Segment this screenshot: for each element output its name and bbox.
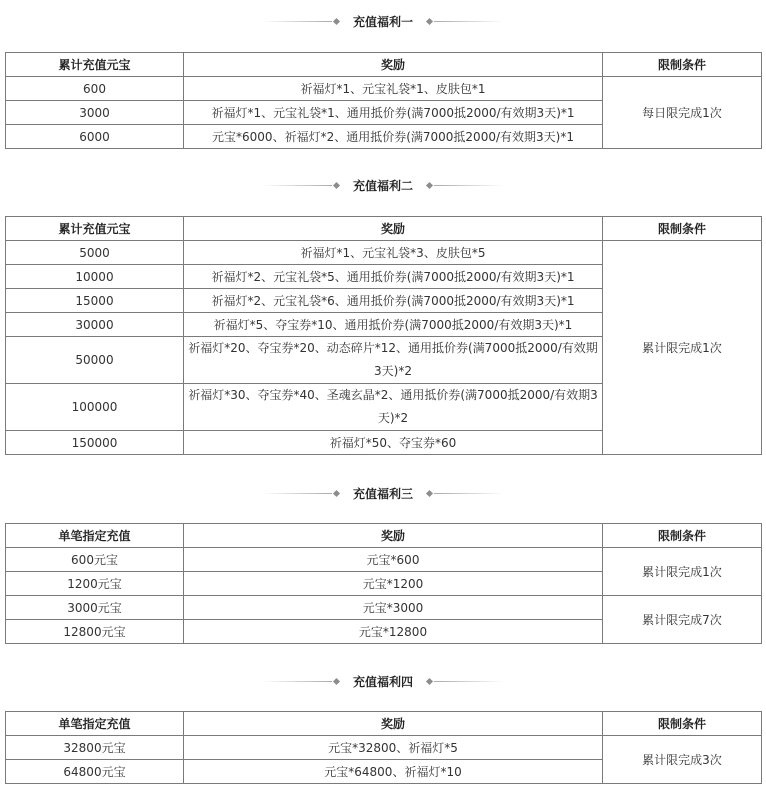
title-decoration-left	[262, 19, 341, 24]
condition-cell: 累计限完成7次	[603, 596, 762, 644]
amount-cell: 1200元宝	[6, 572, 184, 596]
reward-cell: 祈福灯*1、元宝礼袋*1、皮肤包*1	[184, 77, 603, 101]
amount-cell: 10000	[6, 265, 184, 289]
section-title-text: 充值福利一	[352, 14, 413, 29]
reward-cell: 元宝*64800、祈福灯*10	[184, 760, 603, 784]
reward-cell: 祈福灯*20、夺宝券*20、动态碎片*12、通用抵价券(满7000抵2000/有效期3天)*2	[184, 337, 603, 384]
reward-cell: 祈福灯*2、元宝礼袋*6、通用抵价券(满7000抵2000/有效期3天)*1	[184, 289, 603, 313]
reward-cell: 祈福灯*30、夺宝券*40、圣魂玄晶*2、通用抵价券(满7000抵2000/有效期3天)*2	[184, 384, 603, 431]
amount-cell: 50000	[6, 337, 184, 384]
amount-cell: 6000	[6, 125, 184, 149]
title-decoration-left	[262, 183, 341, 188]
section-title-1	[0, 11, 766, 31]
amount-cell: 600元宝	[6, 548, 184, 572]
reward-cell: 祈福灯*5、夺宝券*10、通用抵价券(满7000抵2000/有效期3天)*1	[184, 313, 603, 337]
title-decoration-right	[425, 183, 504, 188]
section-title-2	[0, 175, 766, 195]
table-header-row	[6, 53, 762, 77]
reward-cell: 元宝*1200	[184, 572, 603, 596]
title-decoration-right	[425, 491, 504, 496]
title-decoration-left	[262, 679, 341, 684]
amount-cell: 150000	[6, 431, 184, 455]
amount-cell: 600	[6, 77, 184, 101]
title-decoration-left	[262, 491, 341, 496]
header-amount: 累计充值元宝	[6, 53, 184, 77]
condition-cell: 累计限完成1次	[603, 548, 762, 596]
amount-cell: 32800元宝	[6, 736, 184, 760]
diamond-icon	[333, 17, 340, 24]
table-row	[6, 241, 762, 265]
amount-cell: 12800元宝	[6, 620, 184, 644]
reward-table-1	[5, 52, 762, 149]
header-amount: 累计充值元宝	[6, 217, 184, 241]
diamond-icon	[426, 17, 433, 24]
table-header-row	[6, 712, 762, 736]
header-reward: 奖励	[184, 217, 603, 241]
reward-cell: 元宝*3000	[184, 596, 603, 620]
amount-cell: 15000	[6, 289, 184, 313]
reward-cell: 元宝*600	[184, 548, 603, 572]
reward-cell: 元宝*32800、祈福灯*5	[184, 736, 603, 760]
diamond-icon	[333, 677, 340, 684]
header-reward: 奖励	[184, 712, 603, 736]
table-row	[6, 596, 762, 620]
section-title-text: 充值福利二	[352, 178, 413, 193]
section-title-text: 充值福利三	[352, 486, 413, 501]
condition-cell: 累计限完成1次	[603, 241, 762, 455]
header-condition: 限制条件	[603, 712, 762, 736]
table-row	[6, 548, 762, 572]
reward-cell: 祈福灯*1、元宝礼袋*1、通用抵价券(满7000抵2000/有效期3天)*1	[184, 101, 603, 125]
header-amount: 单笔指定充值	[6, 524, 184, 548]
header-condition: 限制条件	[603, 217, 762, 241]
title-decoration-right	[425, 679, 504, 684]
header-condition: 限制条件	[603, 53, 762, 77]
header-condition: 限制条件	[603, 524, 762, 548]
diamond-icon	[426, 181, 433, 188]
header-reward: 奖励	[184, 524, 603, 548]
reward-table-4	[5, 711, 762, 784]
condition-cell: 累计限完成3次	[603, 736, 762, 784]
condition-cell: 每日限完成1次	[603, 77, 762, 149]
reward-table-3	[5, 523, 762, 644]
reward-cell: 元宝*12800	[184, 620, 603, 644]
reward-cell: 祈福灯*1、元宝礼袋*3、皮肤包*5	[184, 241, 603, 265]
diamond-icon	[333, 489, 340, 496]
amount-cell: 100000	[6, 384, 184, 431]
diamond-icon	[333, 181, 340, 188]
section-title-3	[0, 483, 766, 503]
amount-cell: 30000	[6, 313, 184, 337]
title-decoration-right	[425, 19, 504, 24]
amount-cell: 3000元宝	[6, 596, 184, 620]
header-reward: 奖励	[184, 53, 603, 77]
table-row	[6, 736, 762, 760]
table-row	[6, 77, 762, 101]
section-title-text: 充值福利四	[352, 674, 413, 689]
table-header-row	[6, 524, 762, 548]
amount-cell: 64800元宝	[6, 760, 184, 784]
table-header-row	[6, 217, 762, 241]
header-amount: 单笔指定充值	[6, 712, 184, 736]
diamond-icon	[426, 677, 433, 684]
diamond-icon	[426, 489, 433, 496]
section-title-4	[0, 671, 766, 691]
reward-table-2	[5, 216, 762, 455]
reward-cell: 祈福灯*2、元宝礼袋*5、通用抵价券(满7000抵2000/有效期3天)*1	[184, 265, 603, 289]
reward-cell: 元宝*6000、祈福灯*2、通用抵价券(满7000抵2000/有效期3天)*1	[184, 125, 603, 149]
amount-cell: 5000	[6, 241, 184, 265]
reward-cell: 祈福灯*50、夺宝券*60	[184, 431, 603, 455]
amount-cell: 3000	[6, 101, 184, 125]
